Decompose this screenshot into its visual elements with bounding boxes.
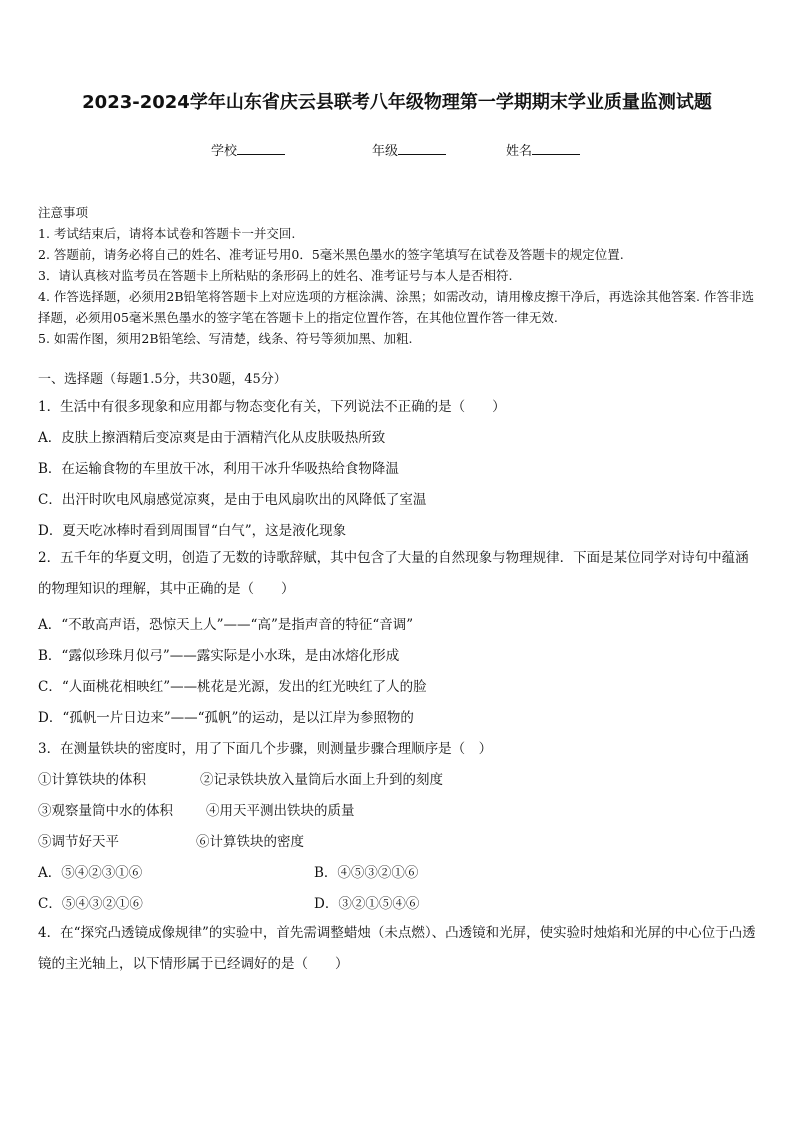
q2-option-b: B．“露似珍珠月似弓”——露实际是小水珠，是由冰熔化形成	[38, 648, 400, 664]
name-label: 姓名	[506, 144, 533, 159]
q3-option-a: A．⑤④②③①⑥	[38, 865, 143, 881]
q3-option-b: B．④⑤③②①⑥	[314, 865, 419, 881]
q1-option-b: B．在运输食物的车里放干冰，利用干冰升华吸热给食物降温	[38, 461, 399, 477]
school-field	[211, 140, 285, 159]
q2-option-c: C．“人面桃花相映红”——桃花是光源，发出的红光映红了人的脸	[38, 679, 427, 695]
notes-heading: 注意事项	[38, 205, 89, 220]
section-heading: 一、选择题（每题1.5分，共30题，45分）	[38, 372, 287, 387]
q3-option-d: D．③②①⑤④⑥	[314, 896, 420, 912]
q2-option-d: D．“孤帆一片日边来”——“孤帆”的运动，是以江岸为参照物的	[38, 710, 414, 726]
q1-stem: 1．生活中有很多现象和应用都与物态变化有关，下列说法不正确的是（ ）	[38, 399, 506, 415]
name-field	[506, 140, 580, 159]
q3-option-c: C．⑤④③②①⑥	[38, 896, 143, 912]
q3-step-4: ④用天平测出铁块的质量	[206, 803, 355, 819]
note-item-4: 4. 作答选择题，必须用2B铅笔将答题卡上对应选项的方框涂满、涂黑；如需改动，请用橡皮擦干净后，再选涂其他答案. 作答非选择题，必须用05毫米黑色墨水的签字笔在答题卡上的指定位置作答，在其他位置作答一律无效.	[38, 289, 754, 325]
note-item-3: 3．请认真核对监考员在答题卡上所粘贴的条形码上的姓名、准考证号与本人是否相符.	[38, 268, 513, 283]
q4-stem: 4．在“探究凸透镜成像规律”的实验中，首先需调整蜡烛（未点燃）、凸透镜和光屏，使实验时烛焰和光屏的中心位于凸透镜的主光轴上，以下情形属于已经调好的是（ ）	[38, 925, 756, 972]
q3-step-1: ①计算铁块的体积	[38, 772, 146, 788]
q3-step-2: ②记录铁块放入量筒后水面上升到的刻度	[200, 772, 443, 788]
q1-option-a: A．皮肤上擦酒精后变凉爽是由于酒精汽化从皮肤吸热所致	[38, 430, 386, 446]
grade-field	[372, 140, 446, 159]
note-item-1: 1. 考试结束后，请将本试卷和答题卡一并交回.	[38, 226, 296, 241]
q2-option-a: A．“不敢高声语，恐惊天上人”——“高”是指声音的特征“音调”	[38, 617, 414, 633]
q2-stem: 2．五千年的华夏文明，创造了无数的诗歌辞赋，其中包含了大量的自然现象与物理规律．下面是某位同学对诗句中蕴涵的物理知识的理解，其中正确的是（ ）	[38, 550, 749, 597]
grade-blank[interactable]	[398, 142, 446, 155]
note-item-5: 5. 如需作图，须用2B铅笔绘、写清楚，线条、符号等须加黑、加粗.	[38, 331, 413, 346]
note-item-2: 2. 答题前，请务必将自己的姓名、准考证号用0．5毫米黑色墨水的签字笔填写在试卷及答题卡的规定位置.	[38, 247, 624, 262]
q1-option-c: C．出汗时吹电风扇感觉凉爽，是由于电风扇吹出的风降低了室温	[38, 492, 427, 508]
school-blank[interactable]	[237, 142, 285, 155]
school-label: 学校	[211, 144, 238, 159]
q3-stem: 3．在测量铁块的密度时，用了下面几个步骤，则测量步骤合理顺序是（ ）	[38, 741, 493, 757]
notes-block	[38, 202, 758, 349]
name-blank[interactable]	[532, 142, 580, 155]
page-title: 2023-2024学年山东省庆云县联考八年级物理第一学期期末学业质量监测试题	[82, 92, 712, 113]
q3-step-3: ③观察量筒中水的体积	[38, 803, 173, 819]
q3-step-6: ⑥计算铁块的密度	[196, 834, 304, 850]
q3-step-5: ⑤调节好天平	[38, 834, 119, 850]
grade-label: 年级	[372, 144, 399, 159]
q1-option-d: D．夏天吃冰棒时看到周围冒“白气”，这是液化现象	[38, 523, 347, 539]
